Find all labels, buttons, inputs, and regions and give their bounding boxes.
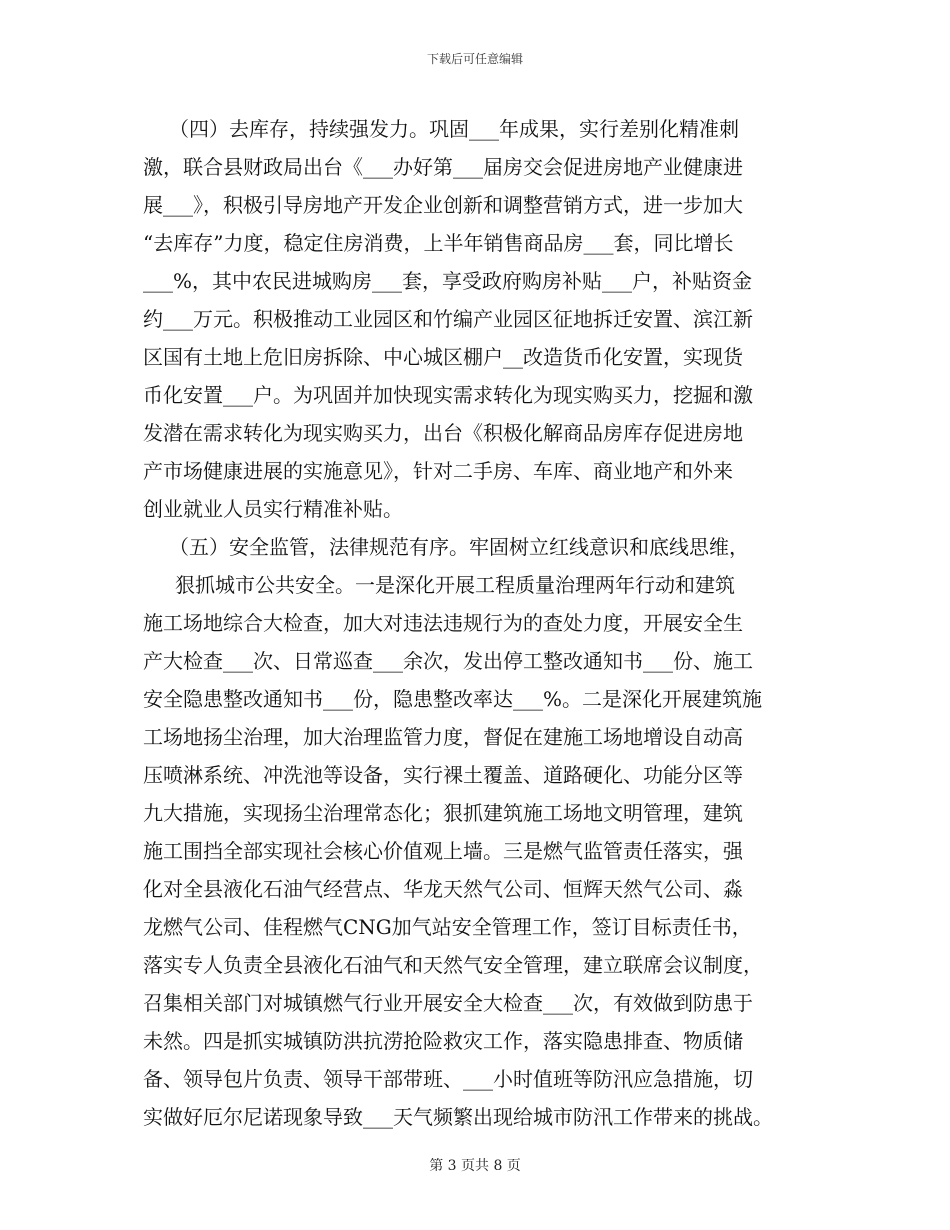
paragraph-line: 狠抓城市公共安全。一是深化开展工程质量治理两年行动和建筑 [175,573,735,597]
paragraph-line: 龙燃气公司、佳程燃气CNG加气站安全管理工作，签订目标责任书， [143,915,752,939]
paragraph-line: 产大检查___次、日常巡查___余次，发出停工整改通知书___份、施工 [143,649,753,673]
paragraph-line: 创业就业人员实行精准补贴。 [143,497,403,521]
paragraph-line: 九大措施，实现扬尘治理常态化；狠抓建筑施工场地文明管理，建筑 [143,801,743,825]
paragraph-line: （五）安全监管，法律规范有序。牢固树立红线意识和底线思维， [169,535,749,559]
paragraph-line: 召集相关部门对城镇燃气行业开展安全大检查___次，有效做到防患于 [143,991,753,1015]
paragraph-line: 激，联合县财政局出台《___办好第___届房交会促进房地产业健康进 [143,155,743,179]
document-body [143,110,823,1136]
paragraph-line: ___%，其中农民进城购房___套，享受政府购房补贴___户，补贴资金 [143,269,753,293]
paragraph-line: 发潜在需求转化为现实购买力，出台《积极化解商品房库存促进房地 [143,421,743,445]
page-header: 下载后可任意编辑 [426,52,523,66]
page-footer: 第 3 页共 8 页 [429,1158,521,1174]
paragraph-line: “去库存”力度，稳定住房消费，上半年销售商品房___套，同比增长 [143,231,734,255]
paragraph-line: 施工围挡全部实现社会核心价值观上墙。三是燃气监管责任落实，强 [143,839,743,863]
paragraph-line: 施工场地综合大检查，加大对违法违规行为的查处力度，开展安全生 [143,611,743,635]
paragraph-line: 化对全县液化石油气经营点、华龙天然气公司、恒辉天然气公司、淼 [143,877,743,901]
paragraph-line: 产市场健康进展的实施意见》，针对二手房、车库、商业地产和外来 [143,459,733,483]
paragraph-line: 约___万元。积极推动工业园区和竹编产业园区征地拆迁安置、滨江新 [143,307,753,331]
paragraph-line: 压喷淋系统、冲洗池等设备，实行裸土覆盖、道路硬化、功能分区等 [143,763,743,787]
paragraph-line: 落实专人负责全县液化石油气和天然气安全管理，建立联席会议制度， [143,953,763,977]
paragraph-line: 币化安置___户。为巩固并加快现实需求转化为现实购买力，挖掘和激 [143,383,753,407]
paragraph-line: 区国有土地上危旧房拆除、中心城区棚户__改造货币化安置，实现货 [143,345,743,369]
paragraph-line: （四）去库存，持续强发力。巩固___年成果，实行差别化精准刺 [169,117,739,141]
paragraph-line: 工场地扬尘治理，加大治理监管力度，督促在建施工场地增设自动高 [143,725,743,749]
paragraph-line: 实做好厄尔尼诺现象导致___天气频繁出现给城市防汛工作带来的挑战。 [143,1105,773,1129]
paragraph-line: 展___》，积极引导房地产开发企业创新和调整营销方式，进一步加大 [143,193,743,217]
paragraph-line: 未然。四是抓实城镇防洪抗涝抢险救灾工作，落实隐患排查、物质储 [143,1029,743,1053]
paragraph-line: 备、领导包片负责、领导干部带班、___小时值班等防汛应急措施，切 [143,1067,753,1091]
paragraph-line: 安全隐患整改通知书___份，隐患整改率达___%。二是深化开展建筑施 [143,687,763,711]
